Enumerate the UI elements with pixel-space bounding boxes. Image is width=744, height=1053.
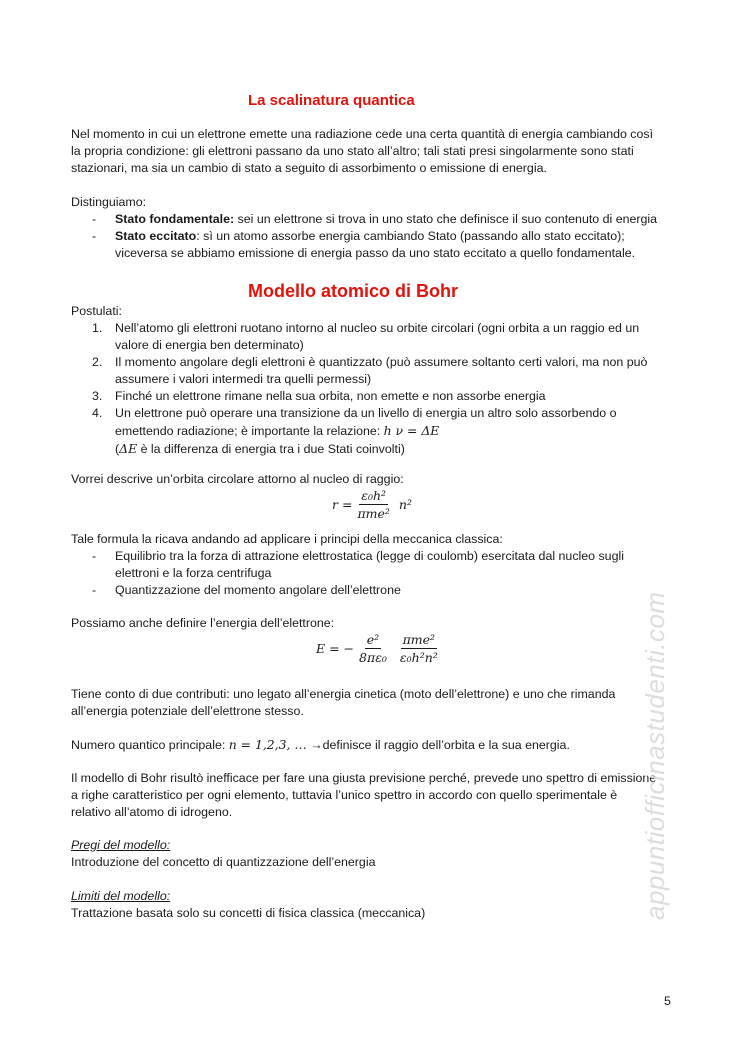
text-line: all’energia potenziale dell’elettrone stesso. — [71, 704, 304, 718]
states-block — [71, 194, 677, 262]
text-line: la propria condizione: gli elettroni passano da uno stato all’altro; tali stati presi singolarmente sono stati — [71, 144, 634, 158]
pregi-heading: Pregi del modello: — [71, 838, 171, 852]
list-item — [71, 354, 677, 388]
text-line: a righe caratteristico per ogni elemento, tuttavia l’unico spettro in accordo con quello sperimentale è — [71, 788, 618, 802]
list-item — [71, 548, 677, 582]
fraction-denominator: ε₀h²n² — [399, 650, 438, 665]
limiti-text: Trattazione basata solo su concetti di fisica classica (meccanica) — [71, 906, 426, 920]
fraction-numerator: ε₀h² — [361, 488, 387, 503]
list-item — [71, 320, 677, 354]
postulati-label: Postulati: — [71, 304, 122, 318]
fraction — [398, 632, 440, 665]
pregi-text: Introduzione del concetto di quantizzazione dell’energia — [71, 855, 376, 869]
delta-e-symbol: ΔE — [119, 441, 138, 456]
section-title-scalinatura: La scalinatura quantica — [248, 92, 415, 109]
text-line: Tiene conto di due contributi: uno legato all’energia cinetica (moto dell’elettrone) e uno che rimanda — [71, 687, 616, 701]
quantum-number-line — [71, 736, 677, 754]
radius-equation — [332, 488, 412, 521]
text-line: ( — [115, 442, 120, 456]
text-line: assumere i valori intermedi tra quelli permessi) — [115, 372, 372, 386]
term-text: sei un elettrone si trova in uno stato che definisce il suo contenuto di energia — [234, 212, 658, 226]
bullet-dash: - — [92, 212, 97, 226]
watermark: appuntiofficinastudenti.com — [640, 591, 670, 920]
distinguish-label: Distinguiamo: — [71, 195, 147, 209]
text-line: Un elettrone può operare una transizione da un livello di energia un altro solo assorbendo o — [115, 406, 617, 420]
list-item — [71, 211, 677, 228]
text-line: stazionari, ma sia un cambio di stato a seguito di assorbimento o emissione di energia. — [71, 161, 547, 175]
quantum-values: n = 1,2,3, … — [228, 737, 307, 752]
intro-paragraph — [71, 126, 677, 177]
text-line: →definisce il raggio dell’orbita e la sua energia. — [306, 738, 570, 752]
contributions-paragraph — [71, 686, 677, 720]
text-line: Il modello di Bohr risultò inefficace per fare una giusta previsione perché, prevede uno spettro di emissione — [71, 771, 657, 785]
fraction — [357, 632, 389, 665]
term-text: viceversa se abbiamo emissione di energia passo da uno stato eccitato a quello fondamentale. — [115, 246, 636, 260]
term-text: : sì un atomo assorbe energia cambiando Stato (passando allo stato eccitato); — [196, 229, 625, 243]
text-line: Equilibrio tra la forza di attrazione elettrostatica (legge di coulomb) esercitata dal nucleo sugli — [115, 549, 624, 563]
bohr-limits-paragraph — [71, 770, 677, 821]
fraction-numerator: e² — [366, 632, 380, 647]
fraction — [355, 488, 391, 521]
list-item — [71, 582, 677, 599]
bullet-dash: - — [92, 583, 97, 597]
text-line: Nel momento in cui un elettrone emette una radiazione cede una certa quantità di energia cambiando così — [71, 127, 654, 141]
planck-relation: h ν = ΔE — [383, 423, 440, 438]
list-number: 1. — [92, 321, 103, 335]
orbit-text: Vorrei descrive un’orbita circolare attorno al nucleo di raggio: — [71, 472, 404, 486]
text-line: Numero quantico principale: — [71, 738, 229, 752]
list-number: 4. — [92, 406, 103, 420]
text-line: è la differenza di energia tra i due Stati coinvolti) — [137, 442, 405, 456]
principles-block — [71, 531, 677, 599]
postulates-block — [71, 303, 677, 458]
limiti-block — [71, 888, 677, 922]
text-line: Nell’atomo gli elettroni ruotano intorno al nucleo su orbite circolari (ogni orbita a un raggio ed un — [115, 321, 640, 335]
eq-lhs: r = — [332, 497, 353, 512]
formula-text: Tale formula la ricava andando ad applicare i principi della meccanica classica: — [71, 532, 503, 546]
text-line: valore di energia ben determinato) — [115, 338, 304, 352]
limiti-heading: Limiti del modello: — [71, 889, 171, 903]
text-line: elettroni e la forza centrifuga — [115, 566, 272, 580]
fraction-denominator: 8πε₀ — [359, 650, 387, 665]
list-item — [71, 388, 677, 405]
text-line: Finché un elettrone rimane nella sua orbita, non emette e non assorbe energia — [115, 389, 546, 403]
eq-lhs: E = − — [316, 641, 355, 656]
list-number: 2. — [92, 355, 103, 369]
section-title-bohr: Modello atomico di Bohr — [248, 281, 458, 301]
bullet-dash: - — [92, 549, 97, 563]
list-item — [71, 228, 677, 262]
term-bold: Stato eccitato — [115, 229, 197, 243]
energy-equation — [316, 632, 443, 665]
text-line: Quantizzazione del momento angolare dell’elettrone — [115, 583, 401, 597]
list-number: 3. — [92, 389, 103, 403]
fraction-denominator: πme² — [357, 506, 390, 521]
term-bold: Stato fondamentale: — [115, 212, 235, 226]
bullet-dash: - — [92, 229, 97, 243]
energy-text: Possiamo anche definire l’energia dell’elettrone: — [71, 616, 335, 630]
eq-tail: n² — [398, 497, 412, 512]
text-line: relativo all’atomo di idrogeno. — [71, 805, 233, 819]
text-line: Il momento angolare degli elettroni è quantizzato (può assumere soltanto certi valori, ma non può — [115, 355, 648, 369]
list-item — [71, 405, 677, 458]
page-number: 5 — [664, 994, 671, 1008]
pregi-block — [71, 837, 677, 871]
fraction-numerator: πme² — [402, 632, 436, 647]
text-line: emettendo radiazione; è importante la relazione: — [115, 424, 384, 438]
